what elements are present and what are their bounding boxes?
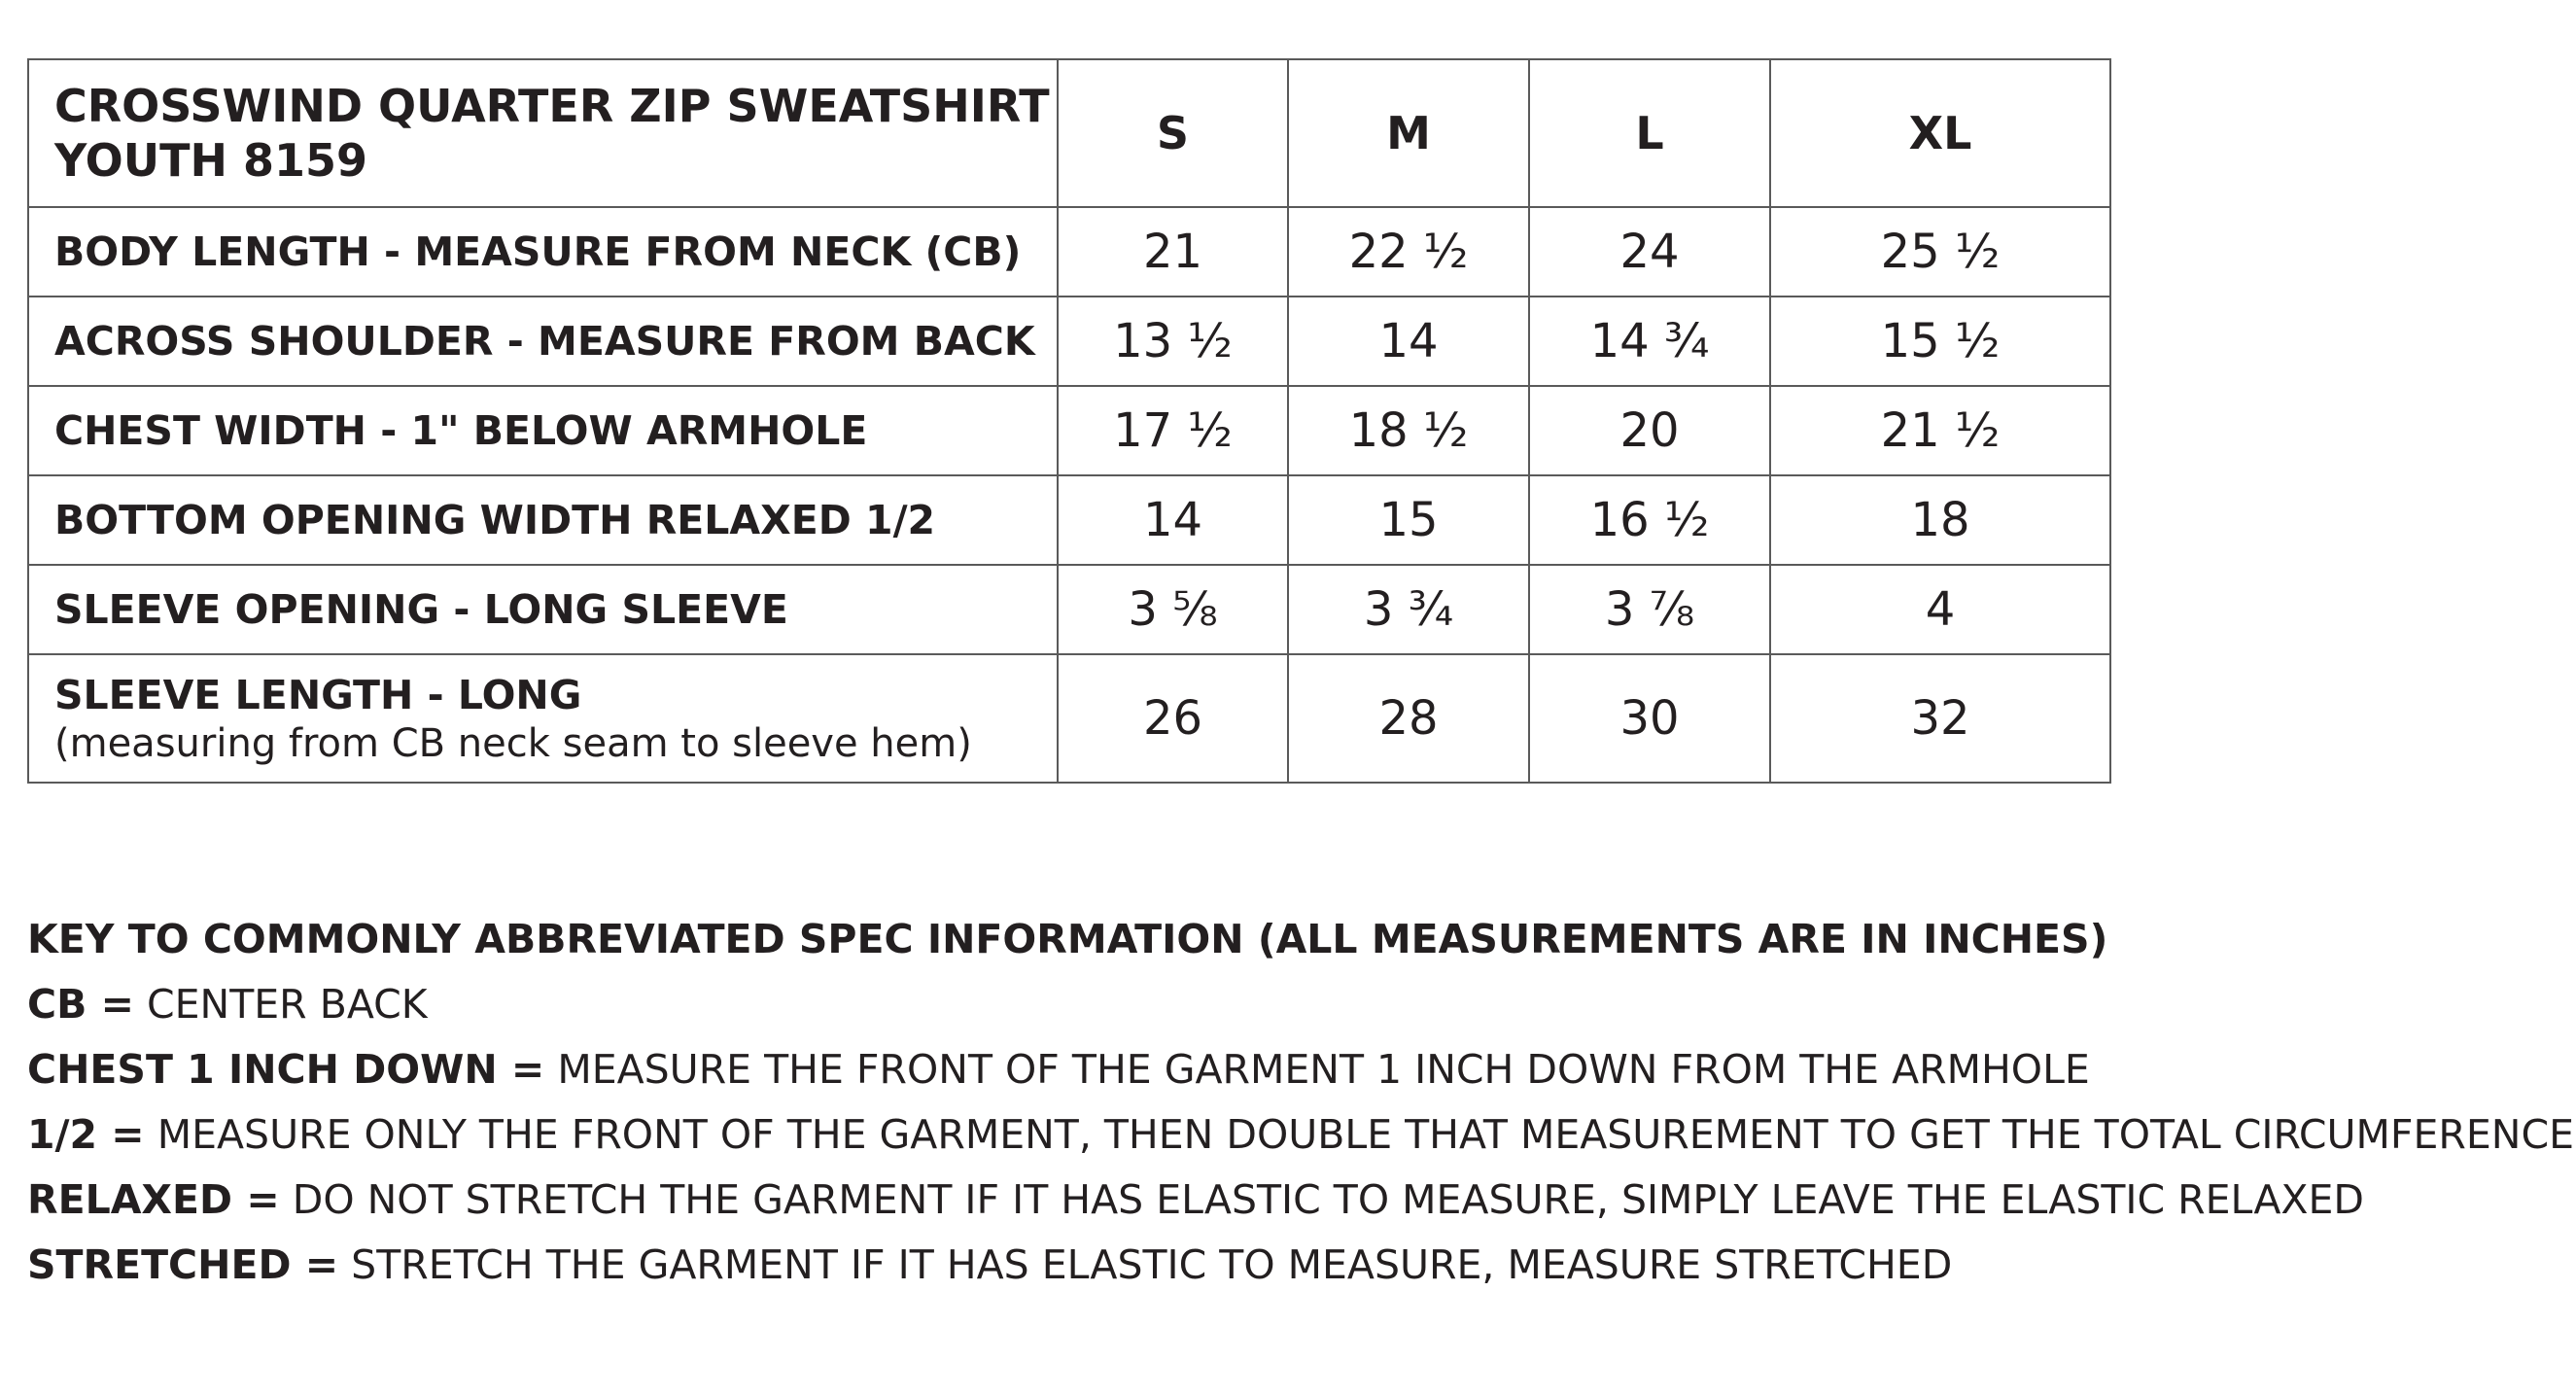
key-term: CHEST 1 INCH DOWN = [27, 1046, 545, 1093]
measurement-value: 26 [1058, 654, 1288, 783]
size-header-m: M [1288, 59, 1529, 207]
measurement-label: BODY LENGTH - MEASURE FROM NECK (CB) [28, 207, 1058, 297]
measurement-value: 13 ½ [1058, 297, 1288, 386]
product-title-cell [28, 59, 1058, 207]
measurement-value: 18 [1770, 475, 2110, 565]
size-header-s: S [1058, 59, 1288, 207]
key-heading: KEY TO COMMONLY ABBREVIATED SPEC INFORMATION (ALL MEASUREMENTS ARE IN INCHES) [27, 916, 2108, 962]
product-title: CROSSWIND QUARTER ZIP SWEATSHIRT [54, 80, 1050, 132]
measurement-value: 15 [1288, 475, 1529, 565]
table-row [28, 297, 2110, 386]
table-row [28, 565, 2110, 654]
measurement-value: 21 ½ [1770, 386, 2110, 475]
key-definition: DO NOT STRETCH THE GARMENT IF IT HAS ELASTIC TO MEASURE, SIMPLY LEAVE THE ELASTIC RELAXED [292, 1176, 2364, 1223]
measurement-label: SLEEVE OPENING - LONG SLEEVE [28, 565, 1058, 654]
measurement-value: 14 ¾ [1529, 297, 1770, 386]
abbreviation-key [27, 906, 2574, 1298]
measurement-value: 14 [1288, 297, 1529, 386]
size-header-l: L [1529, 59, 1770, 207]
measurement-value: 22 ½ [1288, 207, 1529, 297]
measurement-value: 14 [1058, 475, 1288, 565]
key-item [27, 972, 2574, 1037]
key-definition: MEASURE ONLY THE FRONT OF THE GARMENT, THEN DOUBLE THAT MEASUREMENT TO GET THE TOTAL CIRCUMFERENCE [157, 1111, 2575, 1158]
measurement-note: (measuring from CB neck seam to sleeve hem) [54, 721, 972, 766]
measurement-value: 28 [1288, 654, 1529, 783]
product-subtitle: YOUTH 8159 [54, 134, 368, 187]
measurement-value: 18 ½ [1288, 386, 1529, 475]
table-row [28, 386, 2110, 475]
key-definition: STRETCH THE GARMENT IF IT HAS ELASTIC TO MEASURE, MEASURE STRETCHED [351, 1241, 1953, 1288]
measurement-label: BOTTOM OPENING WIDTH RELAXED 1/2 [28, 475, 1058, 565]
measurement-value: 17 ½ [1058, 386, 1288, 475]
key-term: CB = [27, 981, 134, 1028]
key-item [27, 1037, 2574, 1102]
key-definition: MEASURE THE FRONT OF THE GARMENT 1 INCH DOWN FROM THE ARMHOLE [557, 1046, 2090, 1093]
key-definition: CENTER BACK [147, 981, 428, 1028]
table-row [28, 207, 2110, 297]
key-item [27, 1168, 2574, 1233]
measurement-value: 32 [1770, 654, 2110, 783]
measurement-value: 30 [1529, 654, 1770, 783]
measurement-value: 24 [1529, 207, 1770, 297]
measurement-value: 3 ⅝ [1058, 565, 1288, 654]
key-term: 1/2 = [27, 1111, 145, 1158]
table-header-row [28, 59, 2110, 207]
key-term: RELAXED = [27, 1176, 280, 1223]
table-row [28, 654, 2110, 783]
measurement-label-cell [28, 654, 1058, 783]
key-term: STRETCHED = [27, 1241, 339, 1288]
measurement-value: 4 [1770, 565, 2110, 654]
measurement-label: SLEEVE LENGTH - LONG [54, 672, 582, 718]
measurement-label: CHEST WIDTH - 1" BELOW ARMHOLE [28, 386, 1058, 475]
measurement-value: 21 [1058, 207, 1288, 297]
measurement-value: 25 ½ [1770, 207, 2110, 297]
key-item [27, 1102, 2574, 1168]
measurement-label: ACROSS SHOULDER - MEASURE FROM BACK [28, 297, 1058, 386]
key-item [27, 1233, 2574, 1298]
size-spec-table [27, 58, 2111, 784]
table-row [28, 475, 2110, 565]
measurement-value: 3 ¾ [1288, 565, 1529, 654]
measurement-value: 16 ½ [1529, 475, 1770, 565]
size-header-xl: XL [1770, 59, 2110, 207]
measurement-value: 15 ½ [1770, 297, 2110, 386]
measurement-value: 20 [1529, 386, 1770, 475]
measurement-value: 3 ⅞ [1529, 565, 1770, 654]
